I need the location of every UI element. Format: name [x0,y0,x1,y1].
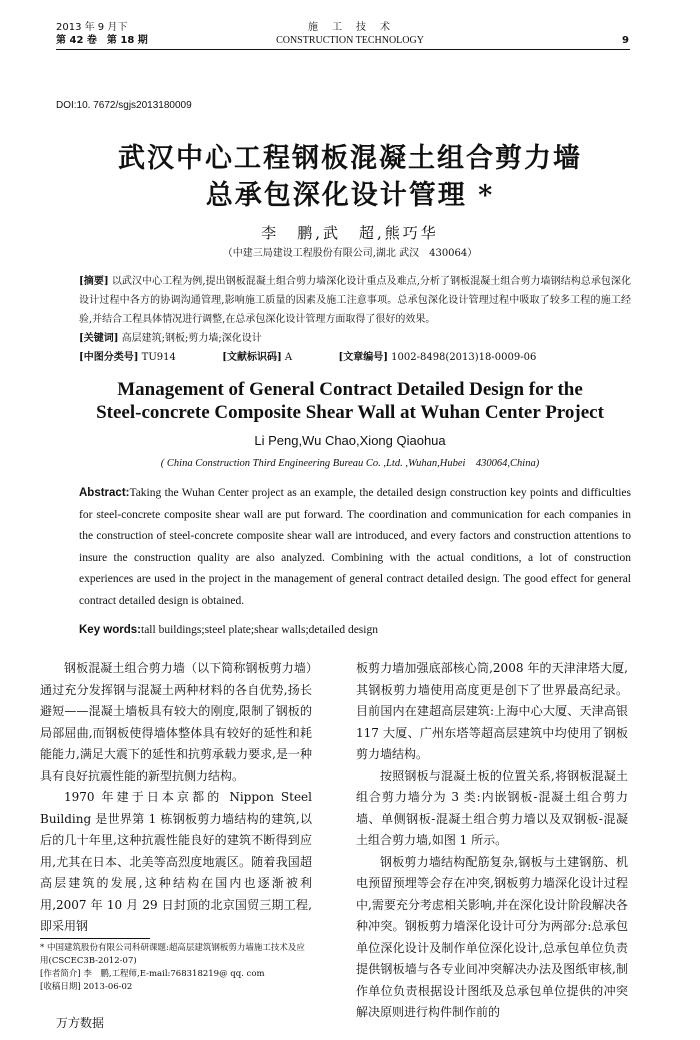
title-en-line1: Management of General Contract Detailed Design for the [117,379,583,400]
title-zh-line1: 武汉中心工程钢板混凝土组合剪力墙 [118,143,582,174]
keywords-en-label: Key words: [79,624,141,636]
affiliation-zh: （中建三局建设工程股份有限公司,湖北 武汉 430064） [222,248,478,259]
body-right-column [356,658,628,1024]
affiliation-en: ( China Construction Third Engineering Bureau Co. ,Ltd. ,Wuhan,Hubei 430064,China) [160,458,540,469]
body-paragraph: 1970 年建于日本京都的 Nippon Steel Building 是世界第 1 栋钢板剪力墙结构的建筑,以后的几十年里,这种抗震性能良好的建筑不断得到应用,尤其在日本、北美等高烈度地震区。随着我国超高层建筑的发展,这种结构在国内也逐渐被利用,2007 年 10 月 29 日封顶的北京国贸三期工程,即采用钢 [40,790,312,933]
doc-code-value: A [284,352,293,363]
abstract-en [79,483,631,612]
article-number-label: [文章编号] [338,352,388,363]
footnote-rule [40,938,150,939]
body-paragraph: 按照钢板与混凝土板的位置关系,将钢板混凝土组合剪力墙分为 3 类:内嵌钢板-混凝土组合剪力墙、单侧钢板-混凝土组合剪力墙以及双钢板-混凝土组合剪力墙,如图 1 所示。 [356,768,628,847]
journal-name-en: CONSTRUCTION TECHNOLOGY [276,35,424,46]
clc-label: [中图分类号] [79,352,139,363]
keywords-en-text: tall buildings;steel plate;shear walls;detailed design [141,624,378,636]
body-paragraph: 钢板混凝土组合剪力墙（以下简称钢板剪力墙）通过充分发挥钢与混凝土两种材料的各自优势,扬长避短——混凝土墙板具有较大的刚度,限制了钢板的局部屈曲,而钢板使得墙体整体具有较好的延性和耗能能力,满足大震下的延性和抗剪承载力要求,是一种具有良好抗震性能的新型抗侧力结构。 [40,661,312,783]
body-paragraph: 板剪力墙加强底部核心筒,2008 年的天津津塔大厦,其钢板剪力墙使用高度更是创下了世界最高纪录。目前国内在建超高层建筑:上海中心大厦、天津高银 117 大厦、广州东塔等超高层建筑中均使用了钢板剪力墙结构。 [356,661,628,761]
keywords-zh-label: [关键词] [79,333,119,344]
footnote-author-bio: [作者简介] 李 鹏,工程师,E-mail:768318219@ qq. com [40,969,265,979]
classification-row [79,348,631,367]
authors-en: Li Peng,Wu Chao,Xiong Qiaohua [254,433,446,448]
article-number-value: 1002-8498(2013)18-0009-06 [391,352,537,363]
body-paragraph: 钢板剪力墙结构配筋复杂,钢板与土建钢筋、机电预留预埋等会存在冲突,钢板剪力墙深化设计过程中,需要充分考虑相关影响,并在深化设计阶段解决各种冲突。钢板剪力墙深化设计可分为两部分:总承包单位深化设计及制作单位深化设计,总承包单位负责提供钢板墙与各专业间冲突解决办法及图纸审核,制作单位负责根据设计图纸及总承包单位提供的冲突解决原则进行构件制作前的 [356,854,628,1019]
header-rule [56,49,630,50]
body-left-column [40,658,312,938]
keywords-zh-text: 高层建筑;钢板;剪力墙;深化设计 [121,333,262,344]
title-en-line2: Steel-concrete Composite Shear Wall at Wuhan Center Project [96,402,604,423]
authors-zh: 李 鹏,武 超,熊巧华 [261,224,439,242]
clc-value: TU914 [141,352,176,363]
keywords-zh [79,329,631,348]
abstract-zh-text: 以武汉中心工程为例,提出钢板混凝土组合剪力墙深化设计重点及难点,分析了钢板混凝土组合剪力墙钢结构总承包深化设计过程中各方的协调沟通管理,影响施工质量的因素及施工注意事项。总承包深化设计管理过程中吸取了较多工程的施工经验,并结合工程具体情况进行调整,在总承包深化设计管理方面取得了很好的效果。 [79,276,631,325]
title-zh-line2: 总承包深化设计管理 * [205,180,495,211]
page-number: 9 [622,35,629,46]
issue-date: 2013 年 9 月下 [56,22,128,33]
footnote-funding: * 中国建筑股份有限公司科研课题:超高层建筑钢板剪力墙施工技术及应用(CSCEC3B-2012-07) [40,943,305,966]
footnotes [40,942,312,994]
keywords-en [79,620,631,642]
doi: DOI:10. 7672/sgjs2013180009 [56,100,192,111]
issue-volume: 第 42 卷 第 18 期 [56,35,148,46]
abstract-zh [79,272,631,329]
abstract-en-text: Taking the Wuhan Center project as an example, the detailed design construction key points and difficulties for steel-concrete composite shear wall are put forward. The coordination and communication for each companies in the construction of steel-concrete composite shear wall are introduced, and every factors and construction attentions to insure the construction quality are also analyzed. Combining with the actual conditions, a lot of construction experiences are used in the project in the management of general contract detailed design. The good effect for general contract detailed design is obtained. [79,487,631,607]
journal-name-zh: 施 工 技 术 [308,22,392,33]
doc-code-label: [文献标识码] [222,352,282,363]
watermark: 万方数据 [56,1016,105,1030]
footnote-received-date: [收稿日期] 2013-06-02 [40,982,133,992]
abstract-zh-label: [摘要] [79,276,109,287]
abstract-en-label: Abstract: [79,487,130,499]
